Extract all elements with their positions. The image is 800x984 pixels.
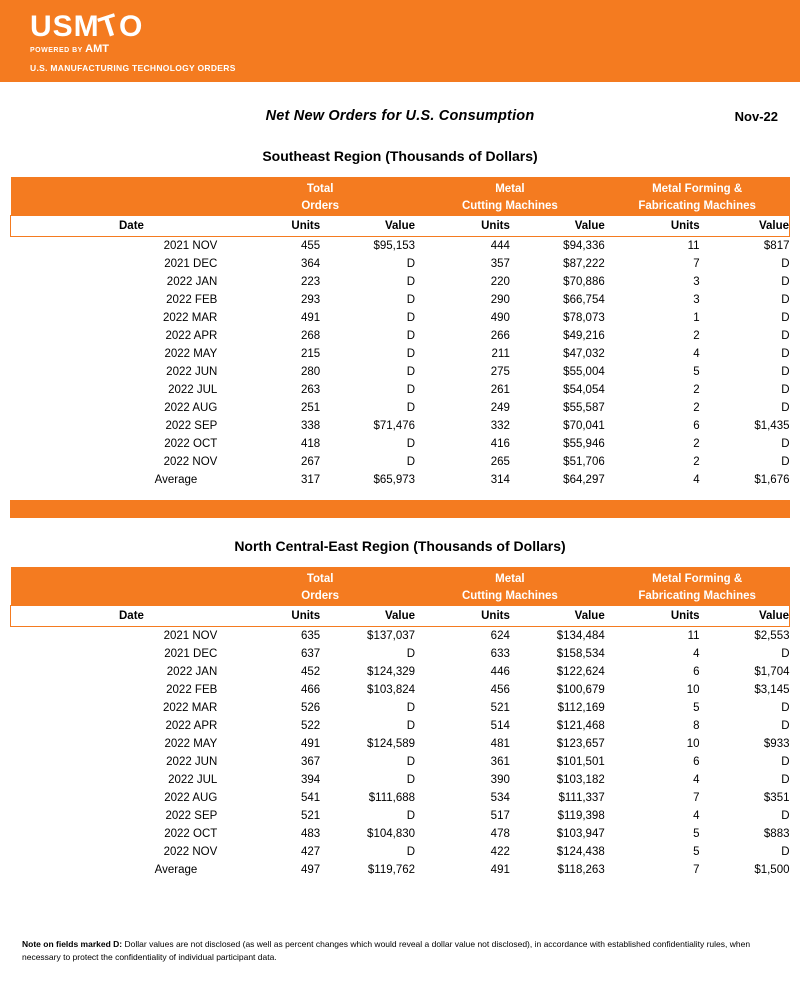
- header-total-orders-line1: Total: [225, 177, 415, 198]
- cell-value-forming: D: [781, 810, 790, 822]
- header-blank: [11, 567, 226, 588]
- cell-value-forming: D: [781, 366, 790, 378]
- header-value-cutting: Value: [510, 216, 605, 237]
- table-row: [11, 453, 790, 471]
- cell-date: 2022 NOV: [163, 846, 218, 858]
- cell-units-cutting: 444: [490, 240, 510, 252]
- header-units-forming: Units: [605, 216, 700, 237]
- cell-value-forming: D: [781, 774, 790, 786]
- cell-value-forming: $883: [763, 828, 790, 840]
- amt-brand-label: AMT: [85, 43, 109, 55]
- cell-value-total: D: [406, 720, 416, 732]
- cell-value-total: D: [406, 810, 416, 822]
- header-metal-cutting-line1: Metal: [415, 177, 605, 198]
- table-row: [11, 627, 790, 646]
- cell-value-cutting: $118,263: [557, 864, 605, 876]
- report-date: Nov-22: [734, 109, 778, 124]
- header-value-total: Value: [320, 216, 415, 237]
- footer-divider: [0, 924, 800, 925]
- cell-value-total: D: [406, 366, 416, 378]
- cell-value-total: D: [406, 756, 416, 768]
- cell-date: 2022 JUL: [168, 384, 218, 396]
- cell-date: 2022 FEB: [166, 684, 218, 696]
- table-row: [11, 825, 790, 843]
- cell-units-cutting: 521: [490, 702, 510, 714]
- table-header: [11, 177, 790, 237]
- cell-date: 2022 FEB: [166, 294, 218, 306]
- cell-value-forming: D: [781, 438, 790, 450]
- cell-value-total: $95,153: [373, 240, 416, 252]
- header-total-orders-line1: Total: [225, 567, 415, 588]
- cell-date: 2022 MAY: [164, 348, 218, 360]
- table-row: [11, 735, 790, 753]
- cell-value-cutting: $78,073: [563, 312, 605, 324]
- header-total-orders-line2: Orders: [225, 198, 415, 216]
- cell-value-cutting: $49,216: [563, 330, 605, 342]
- cell-value-forming: D: [781, 294, 790, 306]
- logo-text-tilt: T: [94, 7, 124, 46]
- cell-value-total: $103,824: [367, 684, 416, 696]
- cell-date: 2022 MAR: [162, 312, 218, 324]
- cell-units-cutting: 361: [490, 756, 510, 768]
- cell-units-forming: 2: [693, 456, 700, 468]
- header-units-total: Units: [225, 606, 320, 627]
- cell-units-cutting: 332: [490, 420, 510, 432]
- cell-date: 2022 OCT: [164, 828, 218, 840]
- cell-units-cutting: 261: [490, 384, 510, 396]
- cell-date: Average: [154, 474, 198, 486]
- cell-value-forming: $2,553: [754, 630, 790, 642]
- cell-units-total: 427: [300, 846, 321, 858]
- cell-value-total: D: [406, 384, 416, 396]
- cell-date: 2022 SEP: [165, 810, 218, 822]
- table-row: [11, 789, 790, 807]
- section-divider-band: [10, 500, 790, 518]
- cell-value-forming: $351: [763, 792, 790, 804]
- cell-value-total: D: [406, 402, 416, 414]
- cell-units-total: 338: [300, 420, 321, 432]
- cell-units-forming: 7: [693, 792, 700, 804]
- cell-value-total: D: [406, 702, 416, 714]
- north-central-east-table-body: [11, 627, 790, 880]
- cell-units-total: 497: [300, 864, 321, 876]
- cell-value-forming: D: [781, 330, 790, 342]
- header-metal-forming-line2: Fabricating Machines: [605, 588, 790, 606]
- header-metal-cutting-line2: Cutting Machines: [415, 198, 605, 216]
- cell-value-total: D: [406, 294, 416, 306]
- cell-date: Average: [154, 864, 198, 876]
- cell-value-total: $137,037: [367, 630, 416, 642]
- cell-units-forming: 1: [693, 312, 700, 324]
- cell-units-forming: 3: [693, 276, 700, 288]
- cell-units-forming: 2: [693, 330, 700, 342]
- cell-value-total: $124,329: [367, 666, 416, 678]
- cell-value-forming: $1,704: [754, 666, 790, 678]
- section-north-central-east: [0, 538, 800, 879]
- section-southeast: [0, 148, 800, 489]
- logo-text-part1: USM: [30, 10, 100, 43]
- table-row: [11, 843, 790, 861]
- cell-value-forming: $1,435: [754, 420, 790, 432]
- cell-units-total: 483: [300, 828, 321, 840]
- cell-value-forming: D: [781, 402, 790, 414]
- table-row: [11, 807, 790, 825]
- cell-units-forming: 7: [693, 864, 700, 876]
- table-row: [11, 663, 790, 681]
- cell-date: 2021 NOV: [163, 240, 218, 252]
- cell-value-cutting: $55,587: [563, 402, 605, 414]
- cell-units-cutting: 456: [490, 684, 510, 696]
- cell-value-cutting: $70,886: [563, 276, 605, 288]
- cell-value-total: $124,589: [367, 738, 416, 750]
- north-central-east-table: [10, 567, 790, 879]
- page-title: Net New Orders for U.S. Consumption: [265, 108, 535, 124]
- header-value-total: Value: [320, 606, 415, 627]
- header-blank-2: [11, 198, 226, 216]
- cell-value-cutting: $112,169: [557, 702, 605, 714]
- cell-date: 2022 APR: [165, 330, 218, 342]
- cell-value-cutting: $158,534: [556, 648, 605, 660]
- logo-tagline: U.S. MANUFACTURING TECHNOLOGY ORDERS: [30, 63, 236, 73]
- cell-value-cutting: $124,438: [556, 846, 605, 858]
- header-value-cutting: Value: [510, 606, 605, 627]
- header-date: Date: [11, 216, 226, 237]
- cell-date: 2022 SEP: [165, 420, 218, 432]
- cell-value-forming: D: [781, 720, 790, 732]
- logo-wordmark: [30, 7, 236, 46]
- cell-value-total: D: [406, 348, 416, 360]
- cell-value-cutting: $70,041: [563, 420, 605, 432]
- southeast-table-body: [11, 237, 790, 490]
- cell-date: 2022 NOV: [163, 456, 218, 468]
- cell-date: 2022 JAN: [166, 276, 218, 288]
- cell-units-cutting: 265: [490, 456, 510, 468]
- cell-date: 2022 MAY: [164, 738, 218, 750]
- header-units-cutting: Units: [415, 606, 510, 627]
- table-row: [11, 717, 790, 735]
- cell-units-forming: 2: [693, 438, 700, 450]
- header-units-total: Units: [225, 216, 320, 237]
- cell-units-total: 635: [300, 630, 321, 642]
- table-header: [11, 567, 790, 627]
- footnote-lead: Note on fields marked D:: [22, 939, 123, 949]
- table-row: [11, 771, 790, 789]
- cell-value-forming: D: [781, 756, 790, 768]
- header-metal-forming-line1: Metal Forming &: [605, 177, 790, 198]
- cell-value-forming: D: [781, 258, 790, 270]
- cell-value-cutting: $111,337: [558, 792, 605, 804]
- footnote: [22, 938, 782, 964]
- cell-units-total: 267: [300, 456, 321, 468]
- cell-units-forming: 5: [693, 366, 700, 378]
- cell-value-forming: $817: [763, 240, 790, 252]
- cell-date: 2022 JUN: [166, 756, 218, 768]
- cell-units-cutting: 446: [490, 666, 510, 678]
- cell-units-forming: 2: [693, 402, 700, 414]
- cell-units-total: 215: [300, 348, 321, 360]
- cell-value-forming: D: [781, 648, 790, 660]
- header-group-row-1: [11, 567, 790, 588]
- cell-units-total: 394: [300, 774, 321, 786]
- cell-value-cutting: $123,657: [556, 738, 605, 750]
- cell-units-cutting: 633: [490, 648, 510, 660]
- table-row: [11, 645, 790, 663]
- cell-units-forming: 5: [693, 846, 700, 858]
- cell-units-forming: 6: [693, 756, 700, 768]
- cell-value-cutting: $87,222: [563, 258, 605, 270]
- cell-value-cutting: $122,624: [556, 666, 605, 678]
- table-row: [11, 417, 790, 435]
- cell-units-total: 452: [300, 666, 321, 678]
- cell-value-total: $119,762: [367, 864, 416, 876]
- cell-value-total: $111,688: [368, 792, 416, 804]
- header-metal-cutting-line1: Metal: [415, 567, 605, 588]
- cell-value-cutting: $103,182: [556, 774, 605, 786]
- cell-value-cutting: $121,468: [556, 720, 605, 732]
- logo-powered-by: [30, 45, 236, 55]
- cell-value-cutting: $101,501: [556, 756, 605, 768]
- cell-date: 2022 JAN: [166, 666, 218, 678]
- cell-date: 2022 AUG: [164, 402, 218, 414]
- cell-units-forming: 5: [693, 828, 700, 840]
- cell-date: 2022 APR: [165, 720, 218, 732]
- cell-units-cutting: 491: [490, 864, 510, 876]
- header-units-forming: Units: [605, 606, 700, 627]
- cell-units-cutting: 624: [490, 630, 510, 642]
- header-group-row-2: [11, 588, 790, 606]
- cell-value-cutting: $51,706: [563, 456, 605, 468]
- title-row: [0, 108, 800, 130]
- cell-value-cutting: $55,004: [563, 366, 605, 378]
- cell-units-cutting: 514: [490, 720, 510, 732]
- cell-units-forming: 8: [693, 720, 700, 732]
- header-date: Date: [11, 606, 226, 627]
- table-row-average: [11, 471, 790, 489]
- cell-units-cutting: 517: [490, 810, 510, 822]
- header-group-row-2: [11, 198, 790, 216]
- cell-units-forming: 6: [693, 666, 700, 678]
- cell-value-total: D: [406, 276, 416, 288]
- cell-units-forming: 11: [687, 240, 700, 252]
- cell-date: 2021 DEC: [164, 258, 218, 270]
- powered-by-label: POWERED BY: [30, 47, 83, 54]
- cell-units-cutting: 478: [490, 828, 510, 840]
- cell-units-cutting: 416: [490, 438, 510, 450]
- cell-units-forming: 7: [693, 258, 700, 270]
- cell-units-cutting: 220: [490, 276, 510, 288]
- cell-units-forming: 4: [693, 810, 700, 822]
- logo-text-part2: O: [119, 10, 144, 43]
- table-row: [11, 273, 790, 291]
- cell-value-forming: D: [781, 312, 790, 324]
- cell-units-total: 521: [300, 810, 321, 822]
- cell-units-total: 280: [300, 366, 321, 378]
- header-metal-forming-line2: Fabricating Machines: [605, 198, 790, 216]
- cell-units-total: 367: [300, 756, 321, 768]
- table-row: [11, 435, 790, 453]
- cell-units-forming: 2: [693, 384, 700, 396]
- header-total-orders-line2: Orders: [225, 588, 415, 606]
- cell-date: 2022 AUG: [164, 792, 218, 804]
- cell-value-total: D: [406, 312, 416, 324]
- cell-value-total: $104,830: [367, 828, 416, 840]
- cell-date: 2022 JUL: [168, 774, 218, 786]
- cell-value-forming: D: [781, 348, 790, 360]
- header-metal-forming-line1: Metal Forming &: [605, 567, 790, 588]
- section-divider-band-wrap: [0, 500, 800, 518]
- cell-units-total: 522: [300, 720, 321, 732]
- cell-units-cutting: 275: [490, 366, 510, 378]
- cell-units-cutting: 249: [490, 402, 510, 414]
- cell-value-total: D: [406, 438, 416, 450]
- table-row: [11, 363, 790, 381]
- cell-units-total: 268: [300, 330, 321, 342]
- cell-value-total: $71,476: [373, 420, 416, 432]
- cell-value-cutting: $64,297: [563, 474, 605, 486]
- cell-value-forming: $3,145: [754, 684, 790, 696]
- section-title: Southeast Region (Thousands of Dollars): [262, 148, 538, 164]
- cell-units-cutting: 490: [490, 312, 510, 324]
- cell-units-total: 418: [300, 438, 321, 450]
- cell-units-cutting: 481: [490, 738, 510, 750]
- cell-value-cutting: $55,946: [563, 438, 605, 450]
- southeast-table: [10, 177, 790, 489]
- header-banner: [0, 0, 800, 82]
- cell-value-cutting: $100,679: [556, 684, 605, 696]
- cell-value-forming: $1,676: [754, 474, 790, 486]
- cell-date: 2021 DEC: [164, 648, 218, 660]
- cell-units-total: 263: [300, 384, 321, 396]
- cell-date: 2021 NOV: [163, 630, 218, 642]
- header-value-forming: Value: [700, 216, 790, 237]
- cell-value-total: D: [406, 846, 416, 858]
- header-metal-cutting-line2: Cutting Machines: [415, 588, 605, 606]
- cell-units-forming: 10: [686, 684, 700, 696]
- header-blank-2: [11, 588, 226, 606]
- cell-units-cutting: 534: [490, 792, 510, 804]
- cell-value-total: D: [406, 456, 416, 468]
- cell-units-total: 293: [300, 294, 321, 306]
- cell-units-cutting: 266: [490, 330, 510, 342]
- cell-value-cutting: $47,032: [563, 348, 605, 360]
- cell-units-total: 455: [300, 240, 321, 252]
- cell-units-forming: 5: [693, 702, 700, 714]
- cell-value-total: D: [406, 774, 416, 786]
- table-row-average: [11, 861, 790, 879]
- usmto-logo: [30, 7, 236, 73]
- cell-units-forming: 4: [693, 774, 700, 786]
- cell-value-cutting: $103,947: [556, 828, 605, 840]
- cell-units-total: 223: [300, 276, 321, 288]
- cell-units-cutting: 314: [490, 474, 510, 486]
- cell-units-forming: 4: [693, 474, 700, 486]
- cell-date: 2022 MAR: [162, 702, 218, 714]
- cell-units-total: 466: [300, 684, 321, 696]
- table-row: [11, 681, 790, 699]
- cell-value-forming: D: [781, 456, 790, 468]
- cell-units-total: 637: [300, 648, 321, 660]
- table-row: [11, 327, 790, 345]
- cell-value-total: $65,973: [373, 474, 416, 486]
- cell-value-forming: $1,500: [754, 864, 790, 876]
- cell-date: 2022 JUN: [166, 366, 218, 378]
- cell-value-total: D: [406, 330, 416, 342]
- cell-units-forming: 10: [686, 738, 700, 750]
- cell-value-forming: $933: [763, 738, 790, 750]
- cell-units-total: 541: [300, 792, 321, 804]
- cell-value-cutting: $66,754: [563, 294, 605, 306]
- table-row: [11, 237, 790, 256]
- cell-units-forming: 4: [693, 648, 700, 660]
- cell-value-cutting: $54,054: [563, 384, 605, 396]
- cell-units-total: 491: [300, 312, 321, 324]
- header-column-row: [11, 606, 790, 627]
- cell-units-total: 491: [300, 738, 321, 750]
- cell-units-total: 317: [300, 474, 321, 486]
- cell-value-forming: D: [781, 384, 790, 396]
- table-row: [11, 381, 790, 399]
- table-row: [11, 291, 790, 309]
- cell-units-total: 251: [300, 402, 321, 414]
- cell-units-forming: 4: [693, 348, 700, 360]
- cell-value-cutting: $134,484: [556, 630, 605, 642]
- cell-value-total: D: [406, 258, 416, 270]
- cell-date: 2022 OCT: [164, 438, 218, 450]
- cell-value-cutting: $94,336: [563, 240, 605, 252]
- header-blank: [11, 177, 226, 198]
- header-column-row: [11, 216, 790, 237]
- cell-units-cutting: 422: [490, 846, 510, 858]
- header-value-forming: Value: [700, 606, 790, 627]
- table-row: [11, 753, 790, 771]
- header-units-cutting: Units: [415, 216, 510, 237]
- footnote-text: Dollar values are not disclosed (as well as percent changes which would reveal a dollar value not disclosed), in accordance with established confidentiality rules, when necessary to protect the confidentiality of individual participant data.: [22, 939, 751, 962]
- cell-units-forming: 6: [693, 420, 700, 432]
- section-title: North Central-East Region (Thousands of Dollars): [234, 538, 566, 554]
- cell-value-forming: D: [781, 846, 790, 858]
- cell-units-forming: 3: [693, 294, 700, 306]
- cell-value-total: D: [406, 648, 416, 660]
- cell-value-forming: D: [781, 702, 790, 714]
- cell-value-forming: D: [781, 276, 790, 288]
- table-row: [11, 255, 790, 273]
- header-group-row-1: [11, 177, 790, 198]
- cell-units-total: 526: [300, 702, 321, 714]
- cell-units-cutting: 357: [490, 258, 510, 270]
- table-row: [11, 309, 790, 327]
- table-row: [11, 399, 790, 417]
- cell-units-total: 364: [300, 258, 321, 270]
- table-row: [11, 699, 790, 717]
- table-row: [11, 345, 790, 363]
- cell-units-cutting: 390: [490, 774, 510, 786]
- cell-value-cutting: $119,398: [557, 810, 605, 822]
- cell-units-cutting: 290: [490, 294, 510, 306]
- cell-units-cutting: 211: [491, 348, 510, 360]
- cell-units-forming: 11: [687, 630, 700, 642]
